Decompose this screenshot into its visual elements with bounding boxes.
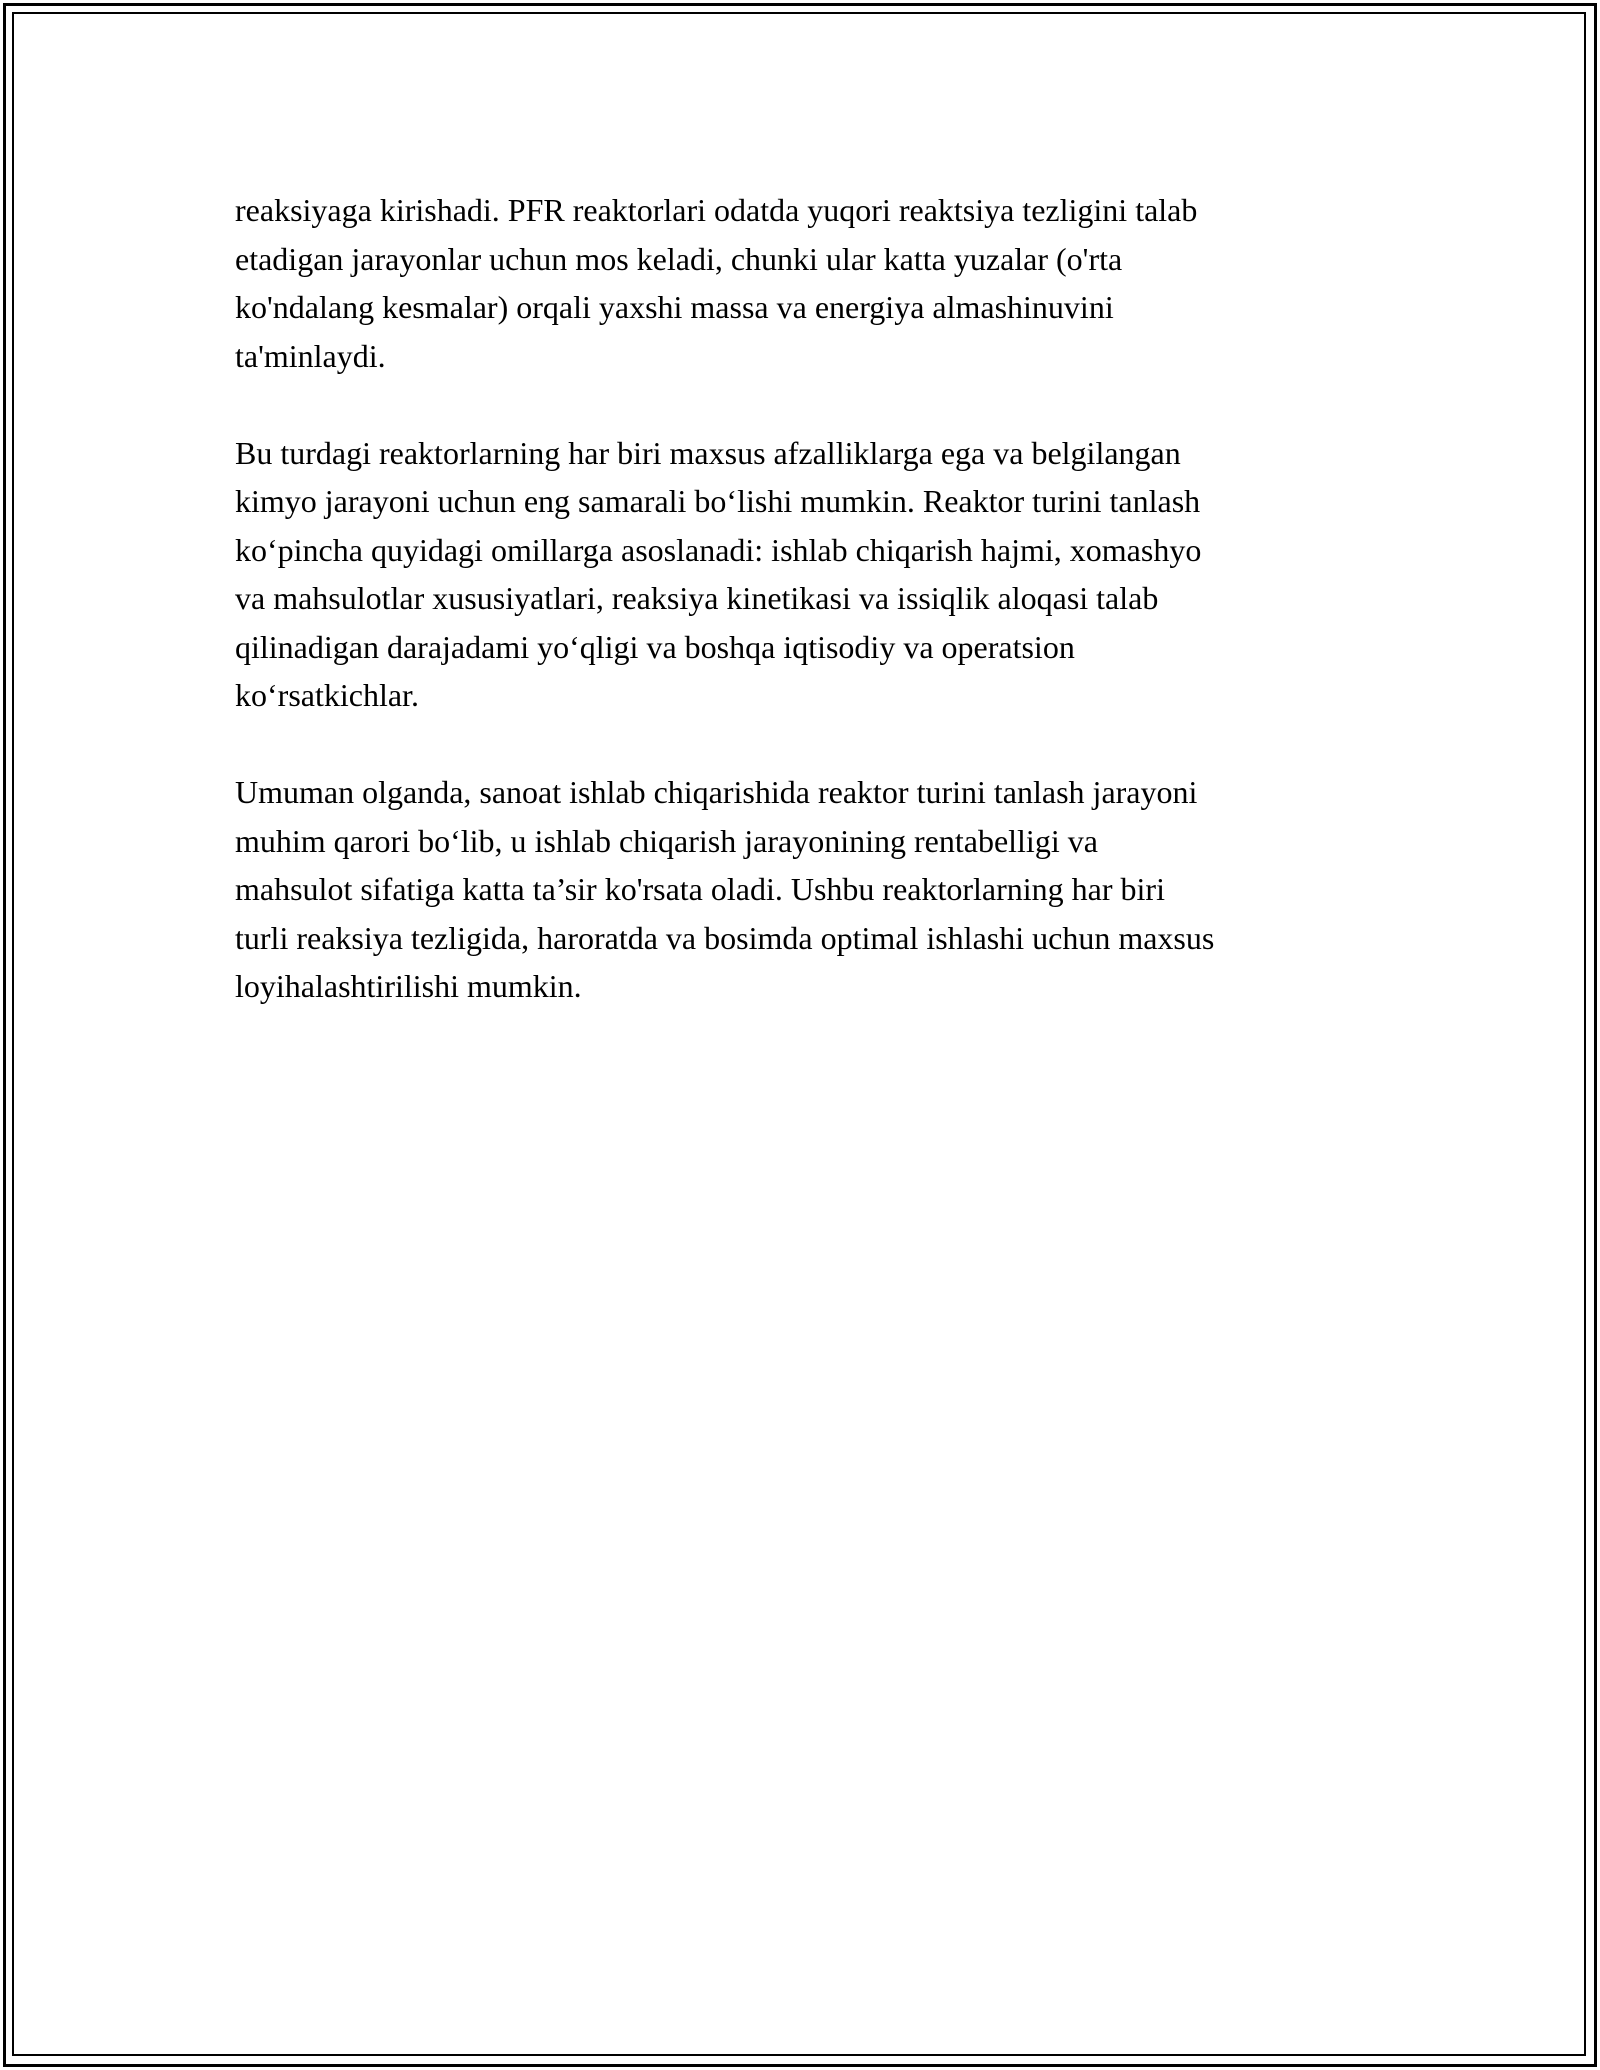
text-line: reaksiyaga kirishadi. PFR reaktorlari odatda yuqori reaktsiya tezligini talab xyxy=(235,192,1198,228)
paragraph-1 xyxy=(235,186,1365,380)
text-line: va mahsulotlar xususiyatlari, reaksiya kinetikasi va issiqlik aloqasi talab xyxy=(235,580,1159,616)
text-line: ta'minlaydi. xyxy=(235,337,386,374)
text-line: mahsulot sifatiga katta ta’sir ko'rsata oladi. Ushbu reaktorlarning har biri xyxy=(235,871,1165,907)
text-line: etadigan jarayonlar uchun mos keladi, chunki ular katta yuzalar (o'rta xyxy=(235,240,1123,277)
text-line: muhim qarori bo‘lib, u ishlab chiqarish jarayonining rentabelligi va xyxy=(235,822,1098,859)
text-line: ko‘pincha quyidagi omillarga asoslanadi: ishlab chiqarish hajmi, xomashyo xyxy=(235,531,1202,568)
text-line: turli reaksiya tezligida, haroratda va bosimda optimal ishlashi uchun maxsus xyxy=(235,919,1215,956)
text-line: ko‘rsatkichlar. xyxy=(235,677,419,713)
text-line: Bu turdagi reaktorlarning har biri maxsus afzalliklarga ega va belgilangan xyxy=(235,434,1181,471)
text-line: ko'ndalang kesmalar) orqali yaxshi massa va energiya almashinuvini xyxy=(235,289,1114,325)
text-line: qilinadigan darajadami yo‘qligi va boshqa iqtisodiy va operatsion xyxy=(235,628,1075,665)
document-body xyxy=(235,186,1365,1059)
paragraph-3 xyxy=(235,768,1365,1011)
text-line: Umuman olganda, sanoat ishlab chiqarishida reaktor turini tanlash jarayoni xyxy=(235,774,1198,810)
text-line: loyihalashtirilishi mumkin. xyxy=(235,968,582,1004)
text-line: kimyo jarayoni uchun eng samarali bo‘lishi mumkin. Reaktor turini tanlash xyxy=(235,483,1201,519)
paragraph-2 xyxy=(235,429,1365,720)
